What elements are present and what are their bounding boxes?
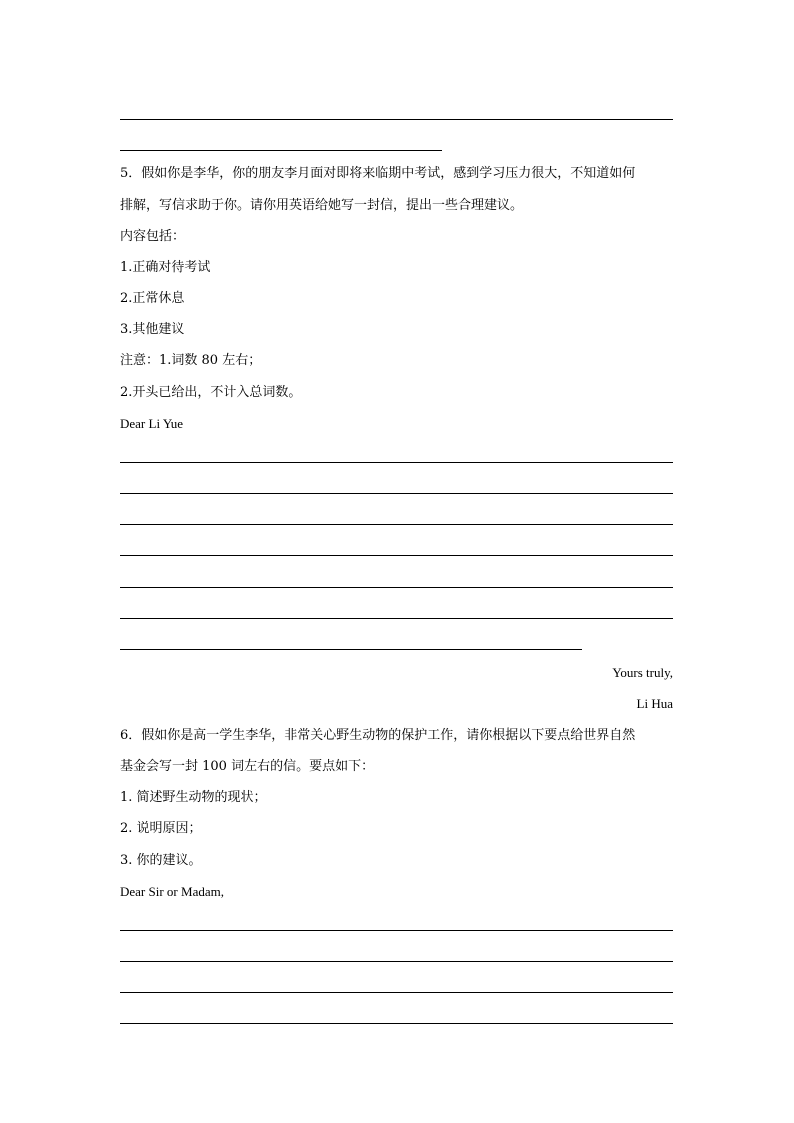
answer-line[interactable] bbox=[120, 493, 673, 494]
answer-line[interactable] bbox=[120, 992, 673, 993]
q5-prompt-line-2: 排解，写信求助于你。请你用英语给她写一封信，提出一些合理建议。 bbox=[120, 198, 524, 213]
q6-prompt-line-1: 6．假如你是高一学生李华，非常关心野生动物的保护工作，请你根据以下要点给世界自然 bbox=[120, 728, 636, 743]
answer-line[interactable] bbox=[120, 587, 673, 588]
answer-line[interactable] bbox=[120, 524, 673, 525]
q5-item-3: 3.其他建议 bbox=[120, 322, 185, 337]
answer-line[interactable] bbox=[120, 1023, 673, 1024]
answer-line-short bbox=[120, 150, 442, 151]
q5-note-1: 注意：1.词数 80 左右； bbox=[120, 353, 262, 368]
q5-item-2: 2.正常休息 bbox=[120, 291, 185, 306]
q5-salutation: Dear Li Yue bbox=[120, 416, 184, 431]
answer-line-short[interactable] bbox=[120, 649, 582, 650]
q6-salutation: Dear Sir or Madam, bbox=[120, 884, 224, 899]
q5-closing: Yours truly, bbox=[612, 665, 673, 680]
q5-note-2: 2.开头已给出，不计入总词数。 bbox=[120, 385, 302, 400]
q6-item-2: 2. 说明原因； bbox=[120, 821, 202, 836]
q5-item-1: 1.正确对待考试 bbox=[120, 260, 211, 275]
q6-item-1: 1. 简述野生动物的现状； bbox=[120, 790, 267, 805]
answer-line[interactable] bbox=[120, 462, 673, 463]
answer-line[interactable] bbox=[120, 930, 673, 931]
answer-line[interactable] bbox=[120, 618, 673, 619]
q6-prompt-line-2: 基金会写一封 100 词左右的信。要点如下： bbox=[120, 759, 375, 774]
answer-line[interactable] bbox=[120, 555, 673, 556]
q6-item-3: 3. 你的建议。 bbox=[120, 853, 202, 868]
q5-prompt-line-1: 5．假如你是李华，你的朋友李月面对即将来临期中考试，感到学习压力很大，不知道如何 bbox=[120, 166, 636, 181]
q5-signature: Li Hua bbox=[636, 696, 673, 711]
answer-line bbox=[120, 119, 673, 120]
q5-content-header: 内容包括： bbox=[120, 229, 186, 244]
answer-line[interactable] bbox=[120, 961, 673, 962]
